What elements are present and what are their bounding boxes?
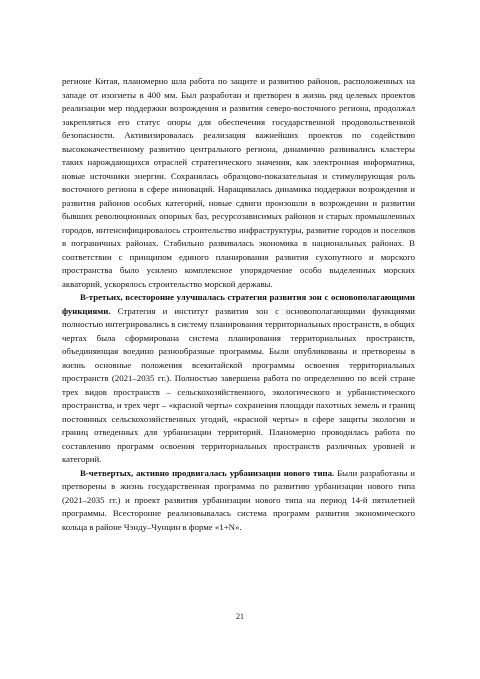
paragraph-3-text: Были разработаны и претворены в жизнь государственная программа по развитию урбанизации нового типа (2021–2035 гг.) и проект развития урбанизации нового типа на период 14-й пятилетней программы. Всесторонне реализовывалась система программ развития экономического кольца в районе Чэнду–Чунцин в форме «1+N». xyxy=(62,467,415,532)
document-body xyxy=(62,75,415,534)
page-number: 21 xyxy=(236,612,244,621)
paragraph-1-text: регионе Китая, планомерно шла работа по защите и развитию районов, расположенных на западе от изогиеты в 400 мм. Был разработан и претворен в жизнь ряд целевых проектов реализации мер поддержки возрождения и развития северо-восточного региона, продолжал закрепляться его статус опоры для обеспечения государственной продовольственной безопасности. Активизировалась реализация важнейших проектов по содействию высококачественному развитию центрального региона, динамично развивались кластеры таких нарождающихся отраслей стратегического значения, как электронная информатика, новые источники энергии. Сохранялась образцово-показательная и стимулирующая роль восточного региона в сфере инноваций. Наращивалась динамика поддержки возрождения и развития районов особых категорий, новые сдвиги произошли в возрождении и развитии бывших революционных опорных баз, ресурсозависимых районов и старых промышленных городов, интенсифицировалось строительство инфраструктуры, развитие городов и поселков в пограничных районах. Стабильно развивалась экономика в национальных районах. В соответствии с принципом единого планирования развития сухопутного и морского пространства было усилено комплексное упорядочение особо выделенных морских акваторий, ускорялось строительство морской державы. xyxy=(62,76,415,289)
paragraph-2-text: Стратегия и институт развития зон с основополагающими функциями полностью интегрировались в систему планирования территориальных пространств, в общих чертах была сформирована система планирования территориальных пространств, объединяющая воедино разнообразные программы. Были опубликованы и претворены в жизнь основные положения всекитайской программы освоения территориальных пространств (2021–2035 гг.). Полностью завершена работа по определению по всей стране трех видов пространств – сельскохозяйственного, экологического и урбанистического пространства, и трех черт – «красной черты» сохранения площади пахотных земель и границ постоянных сельскохозяйственных угодий, «красной черты» в сфере защиты экологии и границ отведенных для урбанизации территорий. Планомерно проводилась работа по составлению программ освоения территориальных пространств различных уровней и категорий. xyxy=(62,305,415,464)
paragraph-2 xyxy=(62,291,415,467)
paragraph-2-lead: В-третьих, всесторонне улучшалась стратегия развития зон с основополагающими функциями. xyxy=(62,292,415,316)
paragraph-1 xyxy=(62,75,415,291)
paragraph-3 xyxy=(62,467,415,535)
paragraph-3-lead: В-четвертых, активно продвигалась урбанизация нового типа. xyxy=(80,467,335,478)
